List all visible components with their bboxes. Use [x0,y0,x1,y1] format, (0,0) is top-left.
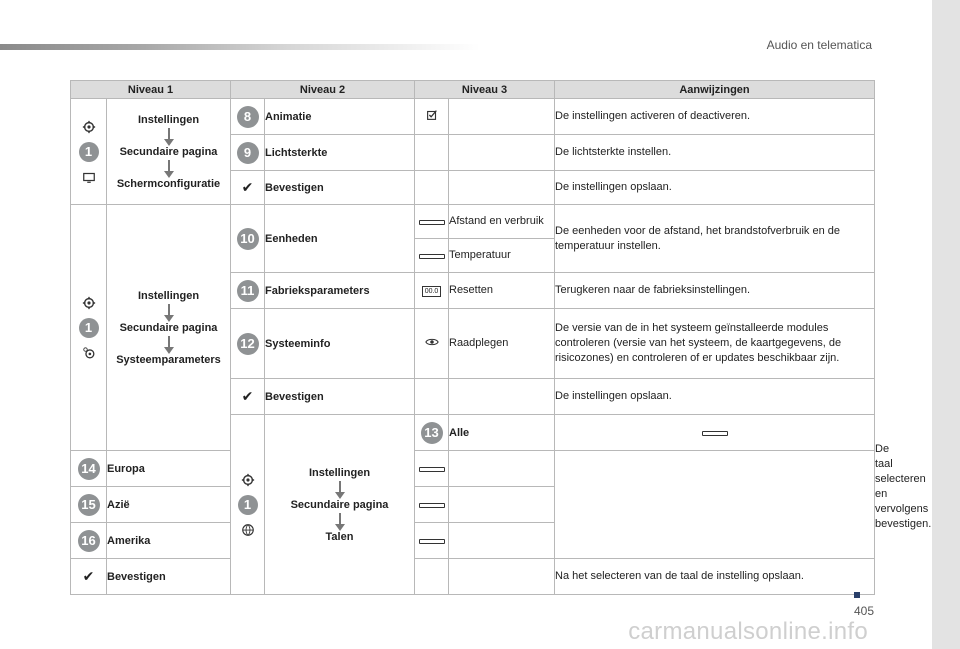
row-label: Amerika [107,523,231,559]
table-row [71,99,875,135]
checkbox-icon [425,108,439,122]
eye-icon [425,335,439,349]
row-label: Bevestigen [107,559,231,595]
gear-icon [82,120,96,134]
level1-cell [231,415,265,595]
level2-step: Secundaire pagina [119,321,218,334]
dash-box-icon [419,503,445,508]
page-marker [854,592,860,598]
row-label: Europa [107,451,231,487]
column-header-niveau1: Niveau 1 [71,81,231,99]
reset-icon: 00.0 [422,286,442,297]
checkmark-icon: ✔ [241,179,254,195]
level1-badge: 1 [79,318,99,338]
level3-text: Resetten [449,273,555,309]
arrow-down-icon [168,336,170,348]
step-badge: 15 [78,494,100,516]
dash-box-icon [702,431,728,436]
row-label: Lichtsterkte [265,135,415,171]
dash-box-icon [419,539,445,544]
settings-table [70,80,932,595]
arrow-down-icon [168,160,170,172]
arrow-down-icon [168,128,170,140]
level2-step: Schermconfiguratie [116,177,221,190]
level1-badge: 1 [238,495,258,515]
table-row [71,451,875,487]
level2-cell [107,205,231,451]
level2-step: Instellingen [308,466,371,479]
table-header-row [71,81,875,99]
watermark: carmanualsonline.info [628,618,868,645]
level1-badge: 1 [79,142,99,162]
page-sidebar-strip [932,0,960,649]
level2-cell [265,415,415,595]
step-badge: 13 [421,422,443,444]
dash-box-icon [419,220,445,225]
header-gradient-bar [0,44,480,50]
row-note: De instellingen opslaan. [555,171,875,205]
dash-box-icon [419,254,445,259]
level3-text: Temperatuur [449,239,555,273]
row-note: De versie van de in het systeem geïnstalleerde modules controleren (versie van het systeem, de kaartgegevens, de risicozones) en controleren of er updates beschikbaar zijn. [555,309,875,379]
level1-cell [71,99,107,205]
row-label: Bevestigen [265,379,415,415]
table-row [71,559,875,595]
table-row: 1 Instellingen Secundaire pagina Talen 13 Alle De taal selecteren en vervolgens bevestigen. [71,415,875,451]
checkmark-icon: ✔ [82,568,95,584]
column-header-niveau2: Niveau 2 [231,81,415,99]
row-label: Animatie [265,99,415,135]
step-badge: 12 [237,333,259,355]
level2-step: Talen [325,530,354,543]
row-note: Terugkeren naar de fabrieksinstellingen. [555,273,875,309]
level2-step: Instellingen [137,289,200,302]
row-label: Systeeminfo [265,309,415,379]
dash-box-icon [419,467,445,472]
level2-step: Instellingen [137,113,200,126]
step-badge: 16 [78,530,100,552]
row-note: De instellingen activeren of deactiveren. [555,99,875,135]
row-note: De instellingen opslaan. [555,379,875,415]
step-badge: 10 [237,228,259,250]
column-header-niveau3: Niveau 3 [415,81,555,99]
level3-text: Afstand en verbruik [449,205,555,239]
gear-icon [82,296,96,310]
table-row [71,205,875,239]
step-badge: 9 [237,142,259,164]
level2-cell [107,99,231,205]
level3-text: Raadplegen [449,309,555,379]
row-note: De lichtsterkte instellen. [555,135,875,171]
row-label: Eenheden [265,205,415,273]
gear-icon [241,473,255,487]
gear-double-icon [82,346,96,360]
level2-step: Systeemparameters [116,353,221,366]
level1-cell [71,205,107,451]
arrow-down-icon [339,513,341,525]
level2-step: Secundaire pagina [119,145,218,158]
arrow-down-icon [168,304,170,316]
screen-icon [82,170,96,184]
column-header-aanwijzingen: Aanwijzingen [555,81,875,99]
section-title: Audio en telematica [766,38,872,52]
row-label: Azië [107,487,231,523]
level3-text [449,99,555,135]
language-icon [241,523,255,537]
table-row [71,523,875,559]
step-badge: 14 [78,458,100,480]
page-number: 405 [853,604,874,618]
checkmark-icon: ✔ [241,388,254,404]
row-label: Bevestigen [265,171,415,205]
row-label: Fabrieksparameters [265,273,415,309]
row-label: Alle [449,415,555,451]
step-badge: 8 [237,106,259,128]
step-badge: 11 [237,280,259,302]
row-note: Na het selecteren van de taal de instelling opslaan. [555,559,875,595]
arrow-down-icon [339,481,341,493]
table-row [71,487,875,523]
level2-step: Secundaire pagina [290,498,389,511]
row-note: De eenheden voor de afstand, het brandstofverbruik en de temperatuur instellen. [555,205,875,273]
